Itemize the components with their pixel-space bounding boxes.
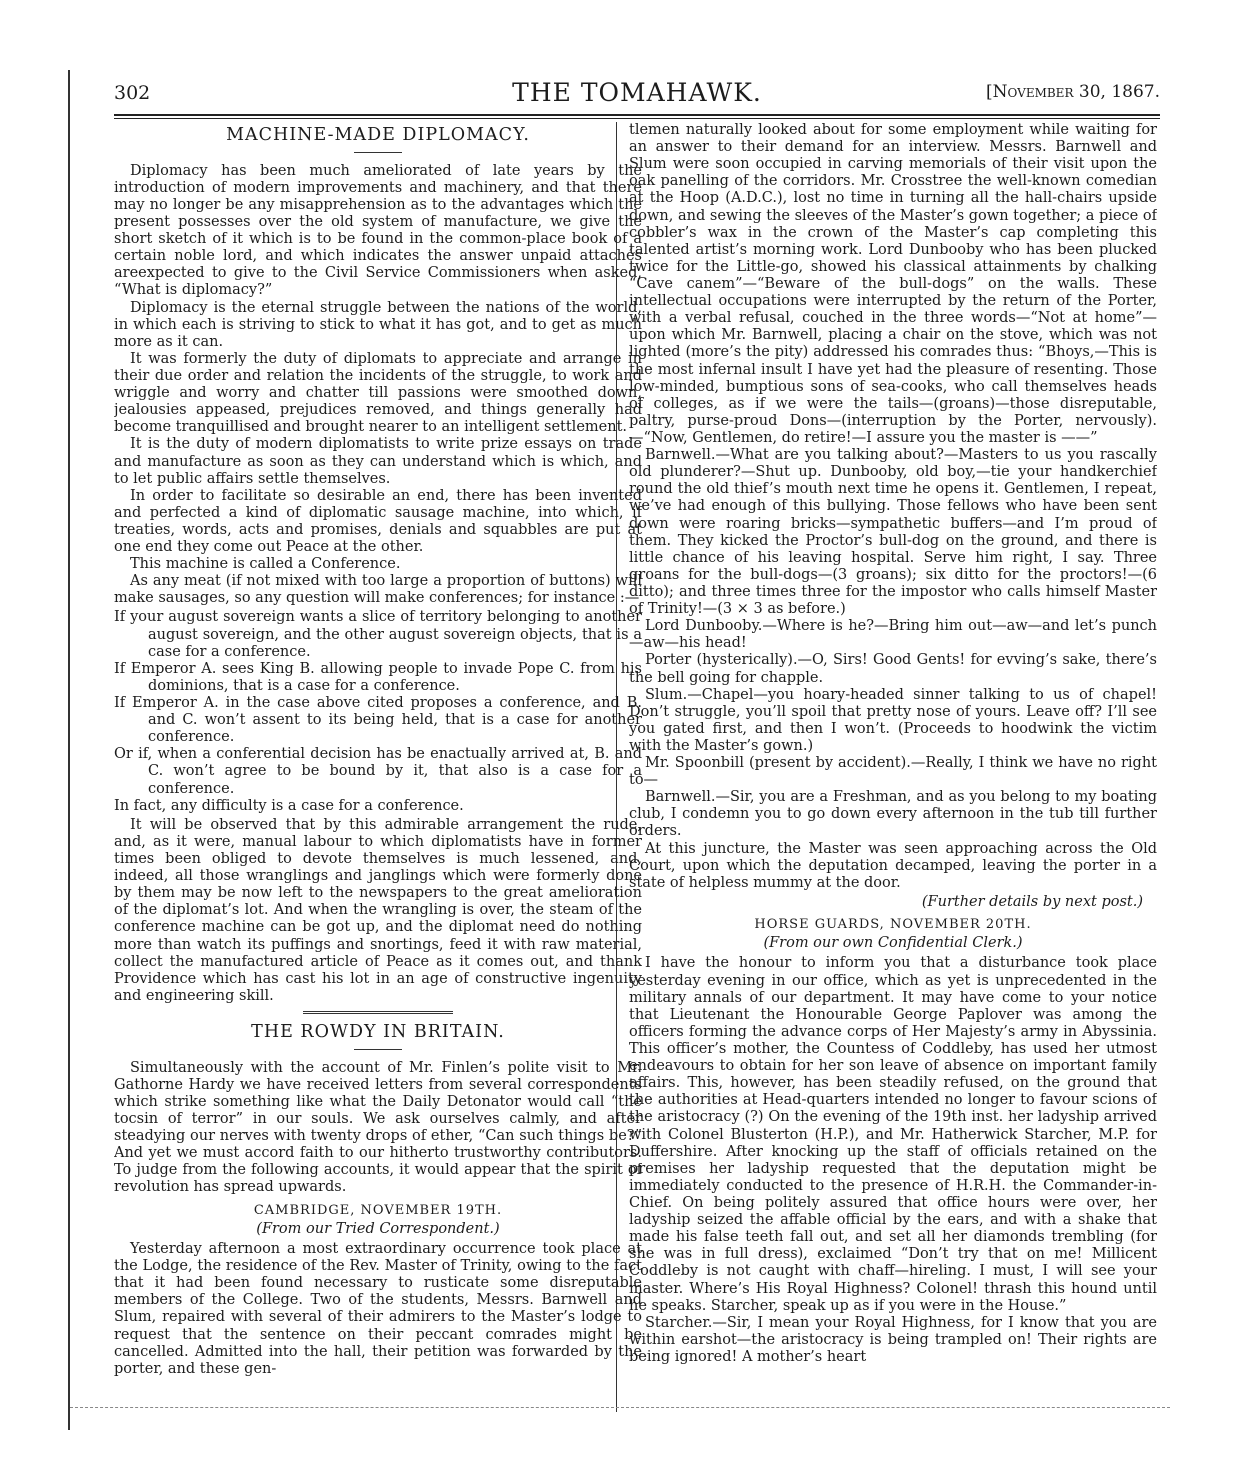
conference-cases-list [114,609,642,814]
paragraph: tlemen naturally looked about for some employment while waiting for an answer to their demand for an interview. Messrs. Barnwell and Slum were soon occupied in carving memorials of their visit upon the oak panelling of the corridors. Mr. Crosstree the well-known comedian at the Hoop (A.D.C.), lost no time in turning all the hall-chairs upside down, and sewing the sleeves of the Master’s gown together; a piece of cobbler’s wax in the crown of the Master’s cap completing this talented artist’s morning work. Lord Dunbooby who has been plucked twice for the Little-go, showed his classical attainments by chalking “Cave canem”—“Beware of the bull-dogs” on the walls. These intellectual occupations were interrupted by the return of the Porter, with a verbal refusal, couched in the three words—“Not at home”—upon which Mr. Barnwell, placing a chair on the stove, which was not lighted (more’s the pity) addressed his comrades thus: “Bhoys,—This is the most infernal insult I have yet had the pleasure of resenting. Those low-minded, bumptious sons of sea-cooks, who call themselves heads of colleges, as if we were the tails—(groans)—those disreputable, paltry, purse-proud Dons—(interruption by the Porter, nervously).—“Now, Gentlemen, do retire!—I assure you the master is ——” [629,122,1157,446]
paragraph: At this juncture, the Master was seen approaching across the Old Court, upon which the deputation decamped, leaving the porter in a state of helpless mummy at the door. [629,840,1157,891]
left-column [114,122,642,1412]
title-rule [354,152,402,153]
bottom-rule [70,1407,1170,1408]
paragraph: Diplomacy is the eternal struggle between the nations of the world, in which each is striving to stick to what it has got, and to get as much more as it can. [114,299,642,350]
dateline-cambridge: CAMBRIDGE, NOVEMBER 19TH. [253,1202,503,1218]
paragraph: I have the honour to inform you that a disturbance took place yesterday evening in our office, which as yet is unprecedented in the military annals of our department. It may have come to your notice that Lieutenant the Honourable George Paplover was among the officers forming the advance corps of Her Majesty’s army in Abyssinia. This officer’s mother, the Countess of Coddleby, has used her utmost endeavours to obtain for her son leave of absence on important family affairs. This, however, has been steadily refused, on the ground that the authorities at Head-quarters intended no longer to favour scions of the aristocracy (?) On the evening of the 19th inst. her ladyship arrived with Colonel Blusterton (H.P.), and Mr. Hatherwick Starcher, M.P. for Duffershire. After knocking up the staff of officials retained on the premises her ladyship requested that the deputation might be immediately conducted to the presence of H.R.H. the Commander-in-Chief. On being politely assured that office hours were over, her ladyship seized the affable official by the ears, and with a shake that made his false teeth fall out, and set all her diamonds trembling (for she was in full dress), exclaimed “Don’t try that on me! Millicent Coddleby is not caught with chaff—hireling. I must, I will see your master. Where’s His Royal Highness? Colonel! thrash this hound until he speaks. Starcher, speak up as if you were in the House.” [629,955,1157,1314]
dialogue-line: Lord Dunbooby.—Where is he?—Bring him out—aw—and let’s punch—aw—his head! [629,618,1157,652]
newspaper-page [68,70,1170,1430]
list-item: If your august sovereign wants a slice of territory belonging to another august sovereign, and the other august sovereign objects, that is a case for a conference. [114,609,642,660]
paragraph: It is the duty of modern diplomatists to write prize essays on trade and manufacture as soon as they can understand which is which, and to let public affairs settle themselves. [114,436,642,487]
article-title-machine-made-diplomacy: MACHINE-MADE DIPLOMACY. [226,125,530,145]
article-title-rowdy-in-britain: THE ROWDY IN BRITAIN. [251,1022,505,1042]
right-column [629,122,1157,1412]
paragraph: Diplomacy has been much ameliorated of late years by the introduction of modern improvements and machinery, and that there may no longer be any misapprehension as to the advantages which the present possesses over the old system of manufacture, we give the short sketch of it which is to be found in the common-place book of a certain noble lord, and which indicates the answer unpaid attachés areexpected to give to the Civil Service Commissioners when asked, “What is diplomacy?” [114,162,642,299]
dialogue-line: Barnwell.—Sir, you are a Freshman, and as you belong to my boating club, I condemn you to go down every afternoon in the tub till further orders. [629,789,1157,840]
issue-date: [November 30, 1867. [986,82,1160,102]
dialogue-line: Starcher.—Sir, I mean your Royal Highness, for I know that you are within earshot—the aristocracy is being trampled on! Their rights are being ignored! A mother’s heart [629,1314,1157,1365]
paragraph: Yesterday afternoon a most extraordinary occurrence took place at the Lodge, the residence of the Rev. Master of Trinity, owing to the fact that it had been found necessary to rusticate some disreputable members of the College. Two of the students, Messrs. Barnwell and Slum, repaired with several of their admirers to the Master’s lodge to request that the sentence on their peccant comrades might be cancelled. Admitted into the hall, their petition was forwarded by the porter, and these gen- [114,1240,642,1377]
masthead-rule [114,118,1160,119]
dialogue-line: Mr. Spoonbill (present by accident).—Really, I think we have no right to— [629,755,1157,789]
correspondent-subhead: (From our Tried Correspondent.) [256,1220,500,1237]
dialogue-line: Porter (hysterically).—O, Sirs! Good Gents! for evving’s sake, there’s the bell going for chapple. [629,652,1157,686]
masthead [114,78,1160,116]
paragraph: In order to facilitate so desirable an end, there has been invented and perfected a kind of diplomatic sausage machine, into which, if treaties, words, acts and promises, denials and squabbles are put at one end they come out Peace at the other. [114,487,642,556]
dialogue-line: Barnwell.—What are you talking about?—Masters to us you rascally old plunderer?—Shut up. Dunbooby, old boy,—tie your handkerchief round the old thief’s mouth next time he opens it. Gentlemen, I repeat, we’ve had enough of this bullying. Those fellows who have been sent down were roaring bricks—sympathetic buffers—and I’m proud of them. They kicked the Proctor’s bull-dog on the ground, and there is little chance of his leaving hospital. Serve him right, I say. Three groans for the bull-dogs—(3 groans); six ditto for the proctors!—(6 ditto); and three times three for the impostor who calls himself Master of Trinity!—(3 × 3 as before.) [629,447,1157,618]
paragraph: It was formerly the duty of diplomats to appreciate and arrange in their due order and relation the incidents of the struggle, to work and wriggle and worry and chatter till passions were smoothed down, jealousies appeased, prejudices removed, and things generally had become tranquillised and brought nearer to an intelligent settlement. [114,350,642,436]
further-details-note: (Further details by next post.) [921,893,1143,910]
page-number: 302 [114,82,151,104]
dateline-horse-guards: HORSE GUARDS, NOVEMBER 20TH. [754,917,1032,933]
dialogue-line: Slum.—Chapel—you hoary-headed sinner talking to us of chapel! Don’t struggle, you’ll spoil that pretty nose of yours. Leave off? I’ll see you gated first, and then I won’t. (Proceeds to hoodwink the victim with the Master’s gown.) [629,686,1157,754]
article-separator [303,1011,453,1014]
paragraph: It will be observed that by this admirable arrangement the rude, and, as it were, manual labour to which diplomatists have in former times been obliged to devote themselves is much lessened, and, indeed, all those wranglings and janglings which were formerly done by them may be now left to the newspapers to the great amelioration of the diplomat’s lot. And when the wrangling is over, the steam of the conference machine can be got up, and the diplomat need do nothing more than watch its puffings and snortings, feed it with raw material, collect the manufactured article of Peace as it comes out, and thank Providence which has cast his lot in an age of constructive ingenuity and engineering skill. [114,816,642,1004]
paragraph: As any meat (if not mixed with too large a proportion of buttons) will make sausages, so any question will make conferences; for instance :— [114,573,642,607]
paragraph: Simultaneously with the account of Mr. Finlen’s polite visit to Mr. Gathorne Hardy we have received letters from several correspondents which strike something like what the Daily Detonator would call “the tocsin of terror” in our souls. We ask ourselves calmly, and after steadying our nerves with twenty drops of ether, “Can such things be?” And yet we must accord faith to our hitherto trustworthy contributors. To judge from the following accounts, it would appear that the spirit of revolution has spread upwards. [114,1059,642,1196]
list-item: If Emperor A. sees King B. allowing people to invade Pope C. from his dominions, that is a case for a conference. [114,660,642,694]
correspondent-subhead: (From our own Confidential Clerk.) [763,935,1023,952]
publication-title: THE TOMAHAWK. [512,78,762,107]
paragraph: This machine is called a Conference. [130,556,401,573]
list-item: In fact, any difficulty is a case for a conference. [114,797,464,814]
title-rule [354,1049,402,1050]
list-item: If Emperor A. in the case above cited proposes a conference, and B. and C. won’t assent to its being held, that is a case for another conference. [114,695,642,746]
list-item: Or if, when a conferential decision has be enactually arrived at, B. and C. won’t agree to be bound by it, that also is a case for a conference. [114,746,642,797]
